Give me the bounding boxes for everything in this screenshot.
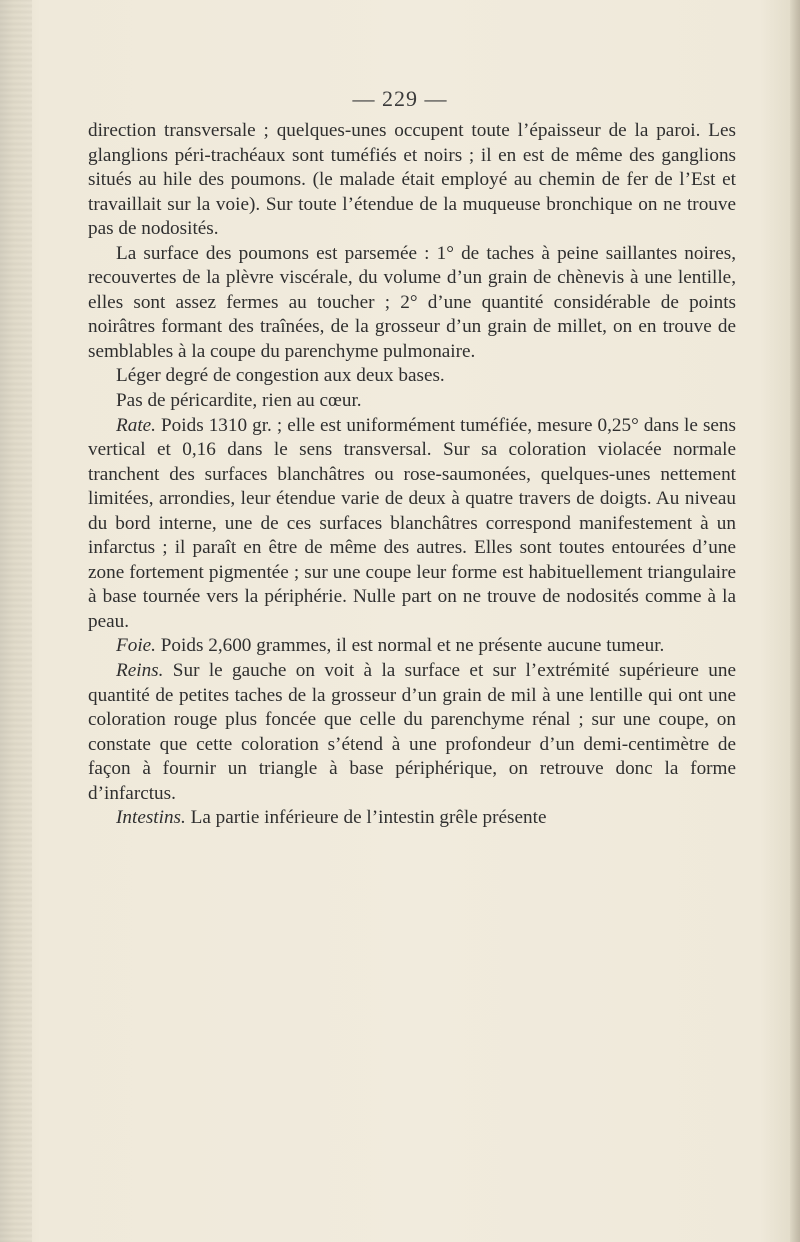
- paragraph-intestins-text: La partie inférieure de l’intestin grêle présente: [185, 807, 547, 829]
- paragraph-rate-text: Poids 1310 gr. ; elle est uniformément tuméfiée, mesure 0,25° dans le sens vertical et 0,16 dans le sens transversal. Sur sa coloration violacée normale tranchent des surfaces blanchâtres ou rose-saumonées, quelques-unes nettement limitées, arrondies, leur étendue varie de deux à quatre travers de doigts. Au niveau du bord interne, une de ces surfaces blanchâtres correspond manifestement à un infarctus ; il paraît en être de même des autres. Elles sont toutes entourées d’une zone fortement pigmentée ; sur une coupe leur forme est habituellement triangulaire à base tournée vers la périphérie. Nulle part on ne trouve de nodosités comme à la peau.: [88, 414, 736, 632]
- body-text: [88, 119, 736, 831]
- page-right-edge: [790, 0, 800, 1242]
- page-binding-edge: [0, 0, 32, 1242]
- section-label-rate: Rate.: [116, 414, 156, 436]
- paragraph-2: Léger degré de congestion aux deux bases.: [116, 365, 445, 387]
- paragraph-reins: [88, 659, 736, 806]
- paragraph-foie: [88, 634, 736, 659]
- paragraph-rate: [88, 414, 736, 635]
- page-number: — 229 —: [352, 86, 448, 111]
- section-label-foie: Foie.: [116, 635, 156, 657]
- paragraph-0: direction transversale ; quelques-unes occupent toute l’épaisseur de la paroi. Les glanglions péri-trachéaux sont tuméfiés et noirs ; il en est de même des ganglions situés au hile des poumons. (le malade était employé au chemin de fer de l’Est et travaillait sur la voie). Sur toute l’étendue de la muqueuse bronchique on ne trouve pas de nodosités.: [88, 120, 736, 240]
- paragraph-reins-text: Sur le gauche on voit à la surface et sur l’extrémité supérieure une quantité de petites taches de la grosseur d’un grain de mil à une lentille qui ont une coloration rouge plus foncée que celle du parenchyme rénal ; sur une coupe, on constate que cette coloration s’étend à une profondeur d’un demi-centimètre de façon à fournir un triangle à base périphérique, on retrouve donc la forme d’infarctus.: [88, 660, 736, 804]
- section-label-intestins: Intestins.: [116, 807, 186, 829]
- paragraph-3: Pas de péricardite, rien au cœur.: [116, 390, 362, 412]
- paragraph-1: La surface des poumons est parsemée : 1° de taches à peine saillantes noires, recouvertes de la plèvre viscérale, du volume d’un grain de chènevis à une lentille, elles sont assez fermes au toucher ; 2° d’une quantité considérable de points noirâtres formant des traînées, de la grosseur d’un grain de millet, on en trouve de semblables à la coupe du parenchyme pulmonaire.: [88, 242, 736, 362]
- paragraph-intestins: [88, 806, 736, 831]
- section-label-reins: Reins.: [116, 660, 164, 682]
- paragraph-foie-text: Poids 2,600 grammes, il est normal et ne présente aucune tumeur.: [155, 635, 665, 657]
